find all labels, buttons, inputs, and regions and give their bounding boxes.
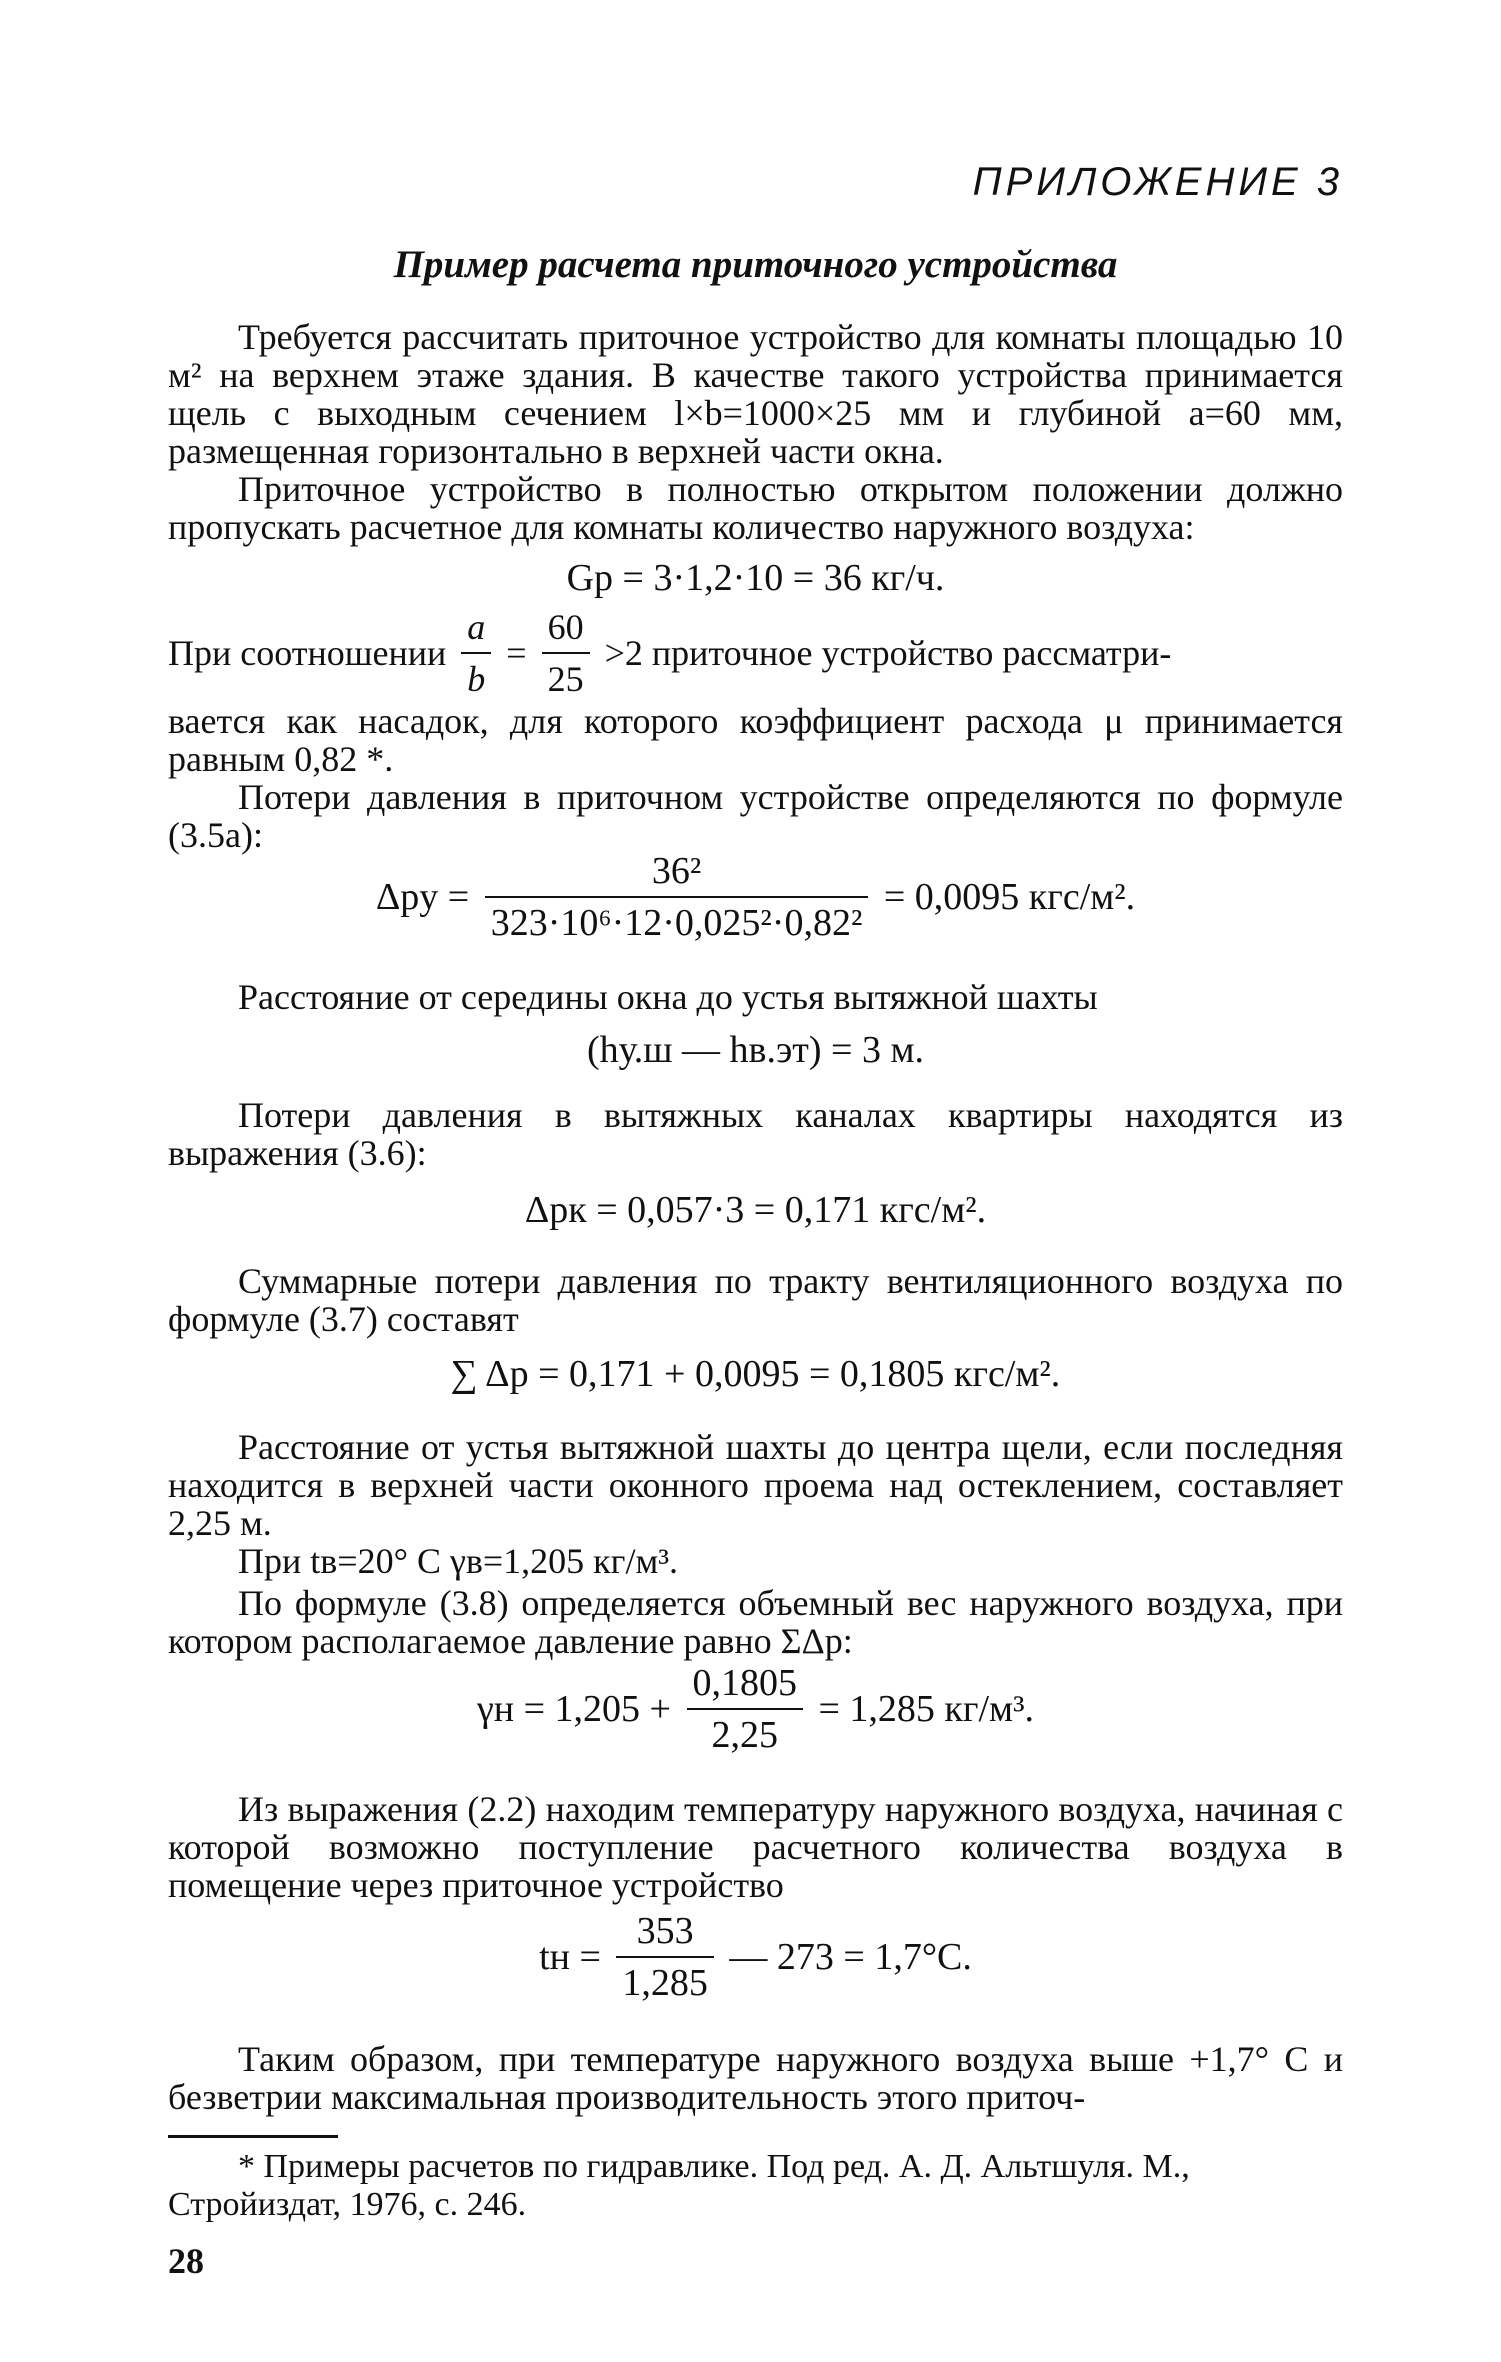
ratio-tail-text: >2 приточное устройство рассматри- xyxy=(604,633,1172,673)
document-title: Пример расчета приточного устройства xyxy=(393,243,1118,286)
ratio-fraction-ab xyxy=(461,606,491,700)
gamma-denominator: 2,25 xyxy=(711,1714,778,1756)
dpy-denominator: 323·10⁶·12·0,025²·0,82² xyxy=(490,902,863,944)
document-page xyxy=(168,150,1343,2281)
paragraph-airflow: Приточное устройство в полностью открытом положении должно пропускать расчетное для комнаты количество наружного воздуха: xyxy=(168,469,1343,547)
equation-gp: Gр = 3·1,2·10 = 36 кг/ч. xyxy=(566,557,945,599)
tn-fraction xyxy=(616,1910,714,2004)
ratio-denominator-b: b xyxy=(467,659,486,699)
gamma-fraction xyxy=(687,1662,804,1756)
ratio-fraction-values xyxy=(542,606,590,700)
equation-sum: ∑ Δp = 0,171 + 0,0095 = 0,1805 кгс/м². xyxy=(450,1353,1061,1395)
paragraph-total-loss: Суммарные потери давления по тракту вентиляционного воздуха по формуле (3.7) составят xyxy=(168,1261,1343,1339)
appendix-heading: ПРИЛОЖЕНИЕ 3 xyxy=(972,160,1343,204)
page-number: 28 xyxy=(168,2241,204,2281)
paragraph-density: При tв=20° С γв=1,205 кг/м³. xyxy=(238,1541,679,1581)
ratio-lead-text: При соотношении xyxy=(168,633,447,673)
dpy-fraction xyxy=(485,850,869,944)
ratio-line xyxy=(168,606,1343,698)
paragraph-temperature: Из выражения (2.2) находим температуру наружного воздуха, начиная с которой возможно поступление расчетного количества воздуха в помещение через приточное устройство xyxy=(168,1789,1343,1905)
equation-tn xyxy=(168,1910,1343,2004)
gamma-rhs: = 1,285 кг/м³. xyxy=(818,1688,1034,1730)
paragraph-pressure-loss: Потери давления в приточном устройстве определяются по формуле (3.5а): xyxy=(168,777,1343,855)
paragraph-task: Требуется рассчитать приточное устройство для комнаты площадью 10 м² на верхнем этаже здания. В качестве такого устройства принимается щель с выходным сечением l×b=1000×25 мм и глубиной a=60 мм, размещенная горизонтально в верхней части окна. xyxy=(168,317,1343,471)
equation-height: (hу.ш — hв.эт) = 3 м. xyxy=(586,1029,925,1071)
tn-numerator: 353 xyxy=(616,1910,714,1958)
paragraph-nozzle: вается как насадок, для которого коэффициент расхода μ принимается равным 0,82 *. xyxy=(168,701,1343,779)
ratio-denominator-25: 25 xyxy=(547,659,584,699)
footnote: * Примеры расчетов по гидравлике. Под ред. А. Д. Альтшуля. М., Стройиздат, 1976, с. 246. xyxy=(168,2148,1190,2223)
paragraph-conclusion: Таким образом, при температуре наружного воздуха выше +1,7° С и безветрии максимальная производительность этого приточ- xyxy=(168,2039,1343,2117)
gamma-numerator: 0,1805 xyxy=(687,1662,804,1710)
equation-dpy xyxy=(168,850,1343,944)
tn-denominator: 1,285 xyxy=(622,1962,708,2004)
dpy-lhs: Δpу = xyxy=(375,876,470,918)
tn-rhs: — 273 = 1,7°С. xyxy=(729,1936,972,1978)
dpy-numerator: 36² xyxy=(485,850,869,898)
paragraph-gamma: По формуле (3.8) определяется объемный вес наружного воздуха, при котором располагаемое давление равно ΣΔp: xyxy=(168,1583,1343,1661)
dpy-rhs: = 0,0095 кгс/м². xyxy=(883,876,1136,918)
paragraph-distance: Расстояние от середины окна до устья вытяжной шахты xyxy=(238,977,1098,1017)
equation-dpk: Δpк = 0,057·3 = 0,171 кгс/м². xyxy=(524,1189,987,1231)
ratio-numerator-60: 60 xyxy=(542,606,590,654)
equation-gamma xyxy=(168,1662,1343,1756)
footnote-divider xyxy=(168,2135,338,2138)
ratio-equals: = xyxy=(506,633,527,673)
paragraph-exhaust-loss: Потери давления в вытяжных каналах квартиры находятся из выражения (3.6): xyxy=(168,1095,1343,1173)
paragraph-slot-distance: Расстояние от устья вытяжной шахты до центра щели, если последняя находится в верхней части оконного проема над остеклением, составляет 2,25 м. xyxy=(168,1427,1343,1543)
gamma-lhs: γн = 1,205 + xyxy=(477,1688,671,1730)
tn-lhs: tн = xyxy=(539,1936,601,1978)
ratio-numerator-a: a xyxy=(461,606,491,654)
